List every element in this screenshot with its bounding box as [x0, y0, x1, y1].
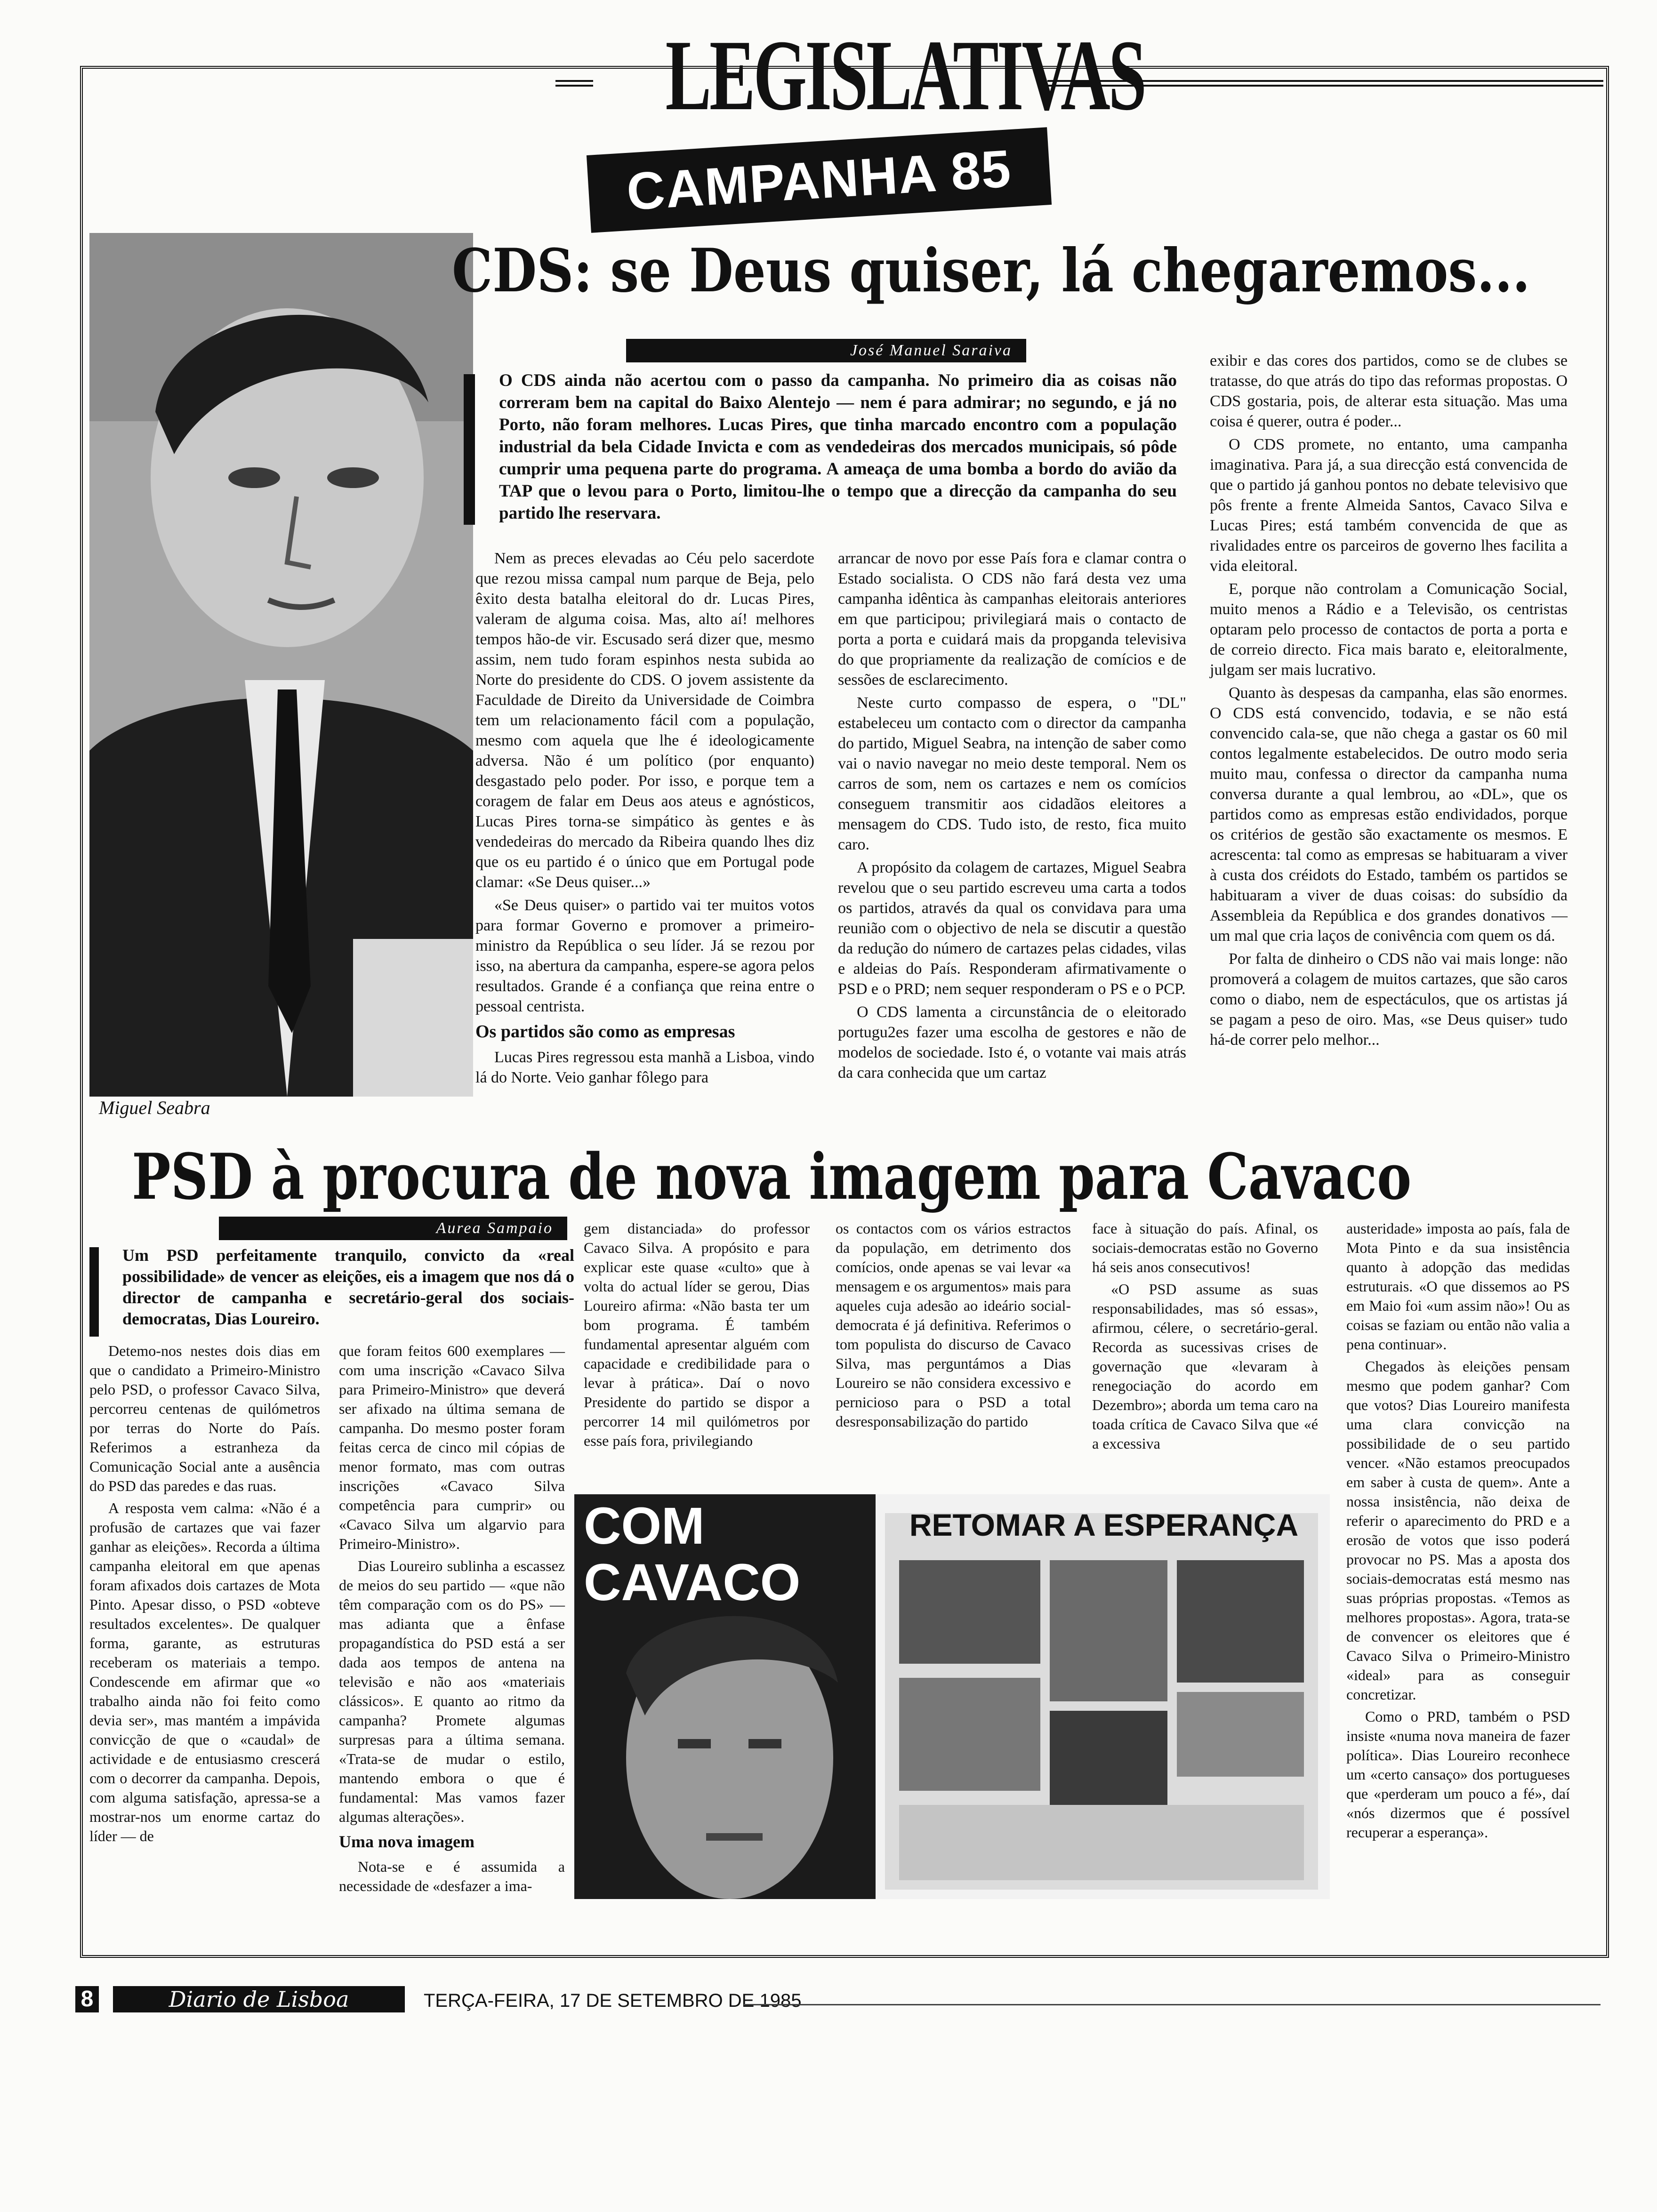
- paragraph: «Se Deus quiser» o partido vai ter muitos votos para formar Governo e promover a primeiro-ministro da República o seu líder. Já se rezou por isso, na abertura da campanha, espere-se agora pelos resultados. Grande é a confiança que reina entre o pessoal centrista.: [475, 897, 814, 1015]
- paragraph: A resposta vem calma: «Não é a profusão de cartazes que vai fazer ganhar as eleições». Recorda a última campanha eleitoral em que apenas foram afixados dois cartazes de Mota Pinto. Apesar disso, o PSD «obteve resultados excelentes». De qualquer forma, garante, as estruturas receberam os materiais a tempo. Condescende em afirmar que «o trabalho ainda não foi feito como devia ser», mas mantém a impávida convicção de que o «caudal» de actividade e de entusiasmo crescerá com o decorrer da campanha. Depois, com alguma satisfação, apressa-se a mostrar-nos um enorme cartaz do líder — de: [89, 1499, 320, 1844]
- article2-column-4: [836, 1219, 1071, 1434]
- article2-lead: Um PSD perfeitamente tranquilo, convicto da «real possibilidade» de vencer as eleições, eis a imagem que nos dá o director de campanha e secretário-geral dos sociais-democratas, Dias Loureiro.: [122, 1246, 574, 1328]
- article2-byline: Aurea Sampaio: [219, 1217, 567, 1240]
- paragraph: arrancar de novo por esse País fora e clamar contra o Estado socialista. O CDS não fará desta vez uma campanha idêntica às campanhas eleitorais anteriores em que participou; privilegiará mais o contacto de porta a porta e cuidará mais da propganda televisiva do que propriamente da realização de comícios e de sessões de esclarecimento.: [838, 550, 1186, 689]
- photo-caption: Miguel Seabra: [99, 1097, 210, 1118]
- paragraph: «O PSD assume as suas responsabilidades, mas só essas», afirmou, célere, o secretário-geral. Recorda as sucessivas crises de governação que «levaram à renegociação do acordo em Dezembro»; aborda um tema caro na toada crítica de Cavaco Silva que «é a excessiva: [1092, 1281, 1318, 1452]
- poster-left-slogan: COM CAVACO: [584, 1497, 801, 1611]
- paragraph: Nem as preces elevadas ao Céu pelo sacerdote que rezou missa campal num parque de Beja, pelo êxito desta batalha eleitoral do dr. Lucas Pires, valeram de alguma coisa. Mas, alto aí! melhores tempos hão-de vir. Escusado será dizer que, mesmo assim, nem tudo foram espinhos nesta subida ao Norte do presidente do CDS. O jovem assistente da Faculdade de Direito da Universidade de Coimbra tem um relacionamento fácil com a população, mesmo com aquela que lhe é ideologicamente adversa. Não é um político (por enquanto) desgastado pelo poder. Por isso, e porque tem a coragem de falar em Deus aos ateus e agnósticos, Lucas Pires torna-se simpático às gentes e às vendedeiras do mercado da Ribeira quando lhes diz que os eu partido é o único que em Portugal pode clamar: «Se Deus quiser...»: [475, 550, 814, 891]
- subhead: Uma nova imagem: [339, 1832, 475, 1851]
- paragraph: O CDS promete, no entanto, uma campanha imaginativa. Para já, a sua direcção está convencida de que o partido já ganhou pontos no debate televisivo que pôs frente a frente Almeida Santos, Cavaco Silva e Lucas Pires; está também convencida de que as rivalidades entre os parceiros de governo lhes facilita a vida eleitoral.: [1210, 436, 1568, 575]
- article2-headline: PSD à procura de nova imagem para Cavaco: [132, 1139, 1412, 1214]
- paragraph: Lucas Pires regressou esta manhã a Lisboa, vindo lá do Norte. Veio ganhar fôlego para: [475, 1049, 814, 1086]
- article1-byline: José Manuel Saraiva: [626, 339, 1026, 362]
- campaign-poster-photo: [574, 1494, 1330, 1899]
- paragraph: Quanto às despesas da campanha, elas são enormes. O CDS está convencido, todavia, e se não está convencido cala-se, que não chega a gastar os 60 mil contos legalmente estabelecidos. De outro modo seria muito mau, confessa o director da campanha numa conversa durante a qual lembrou, ao «DL», que os partidos como as empresas estão endividados, porque os critérios de gestão são exactamente os mesmos. E acrescenta: tal como as empresas se habituaram a viver à custa dos créidots do Estado, também os partidos se habituaram a viver de duas coisas: do subsídio da Assembleia da República e dos grandes donativos — um mal que cria laços de conivência com quem os dá.: [1210, 684, 1568, 945]
- article2-column-6: [1346, 1219, 1570, 1845]
- paragraph: Por falta de dinheiro o CDS não vai mais longe: não promoverá a colagem de muitos cartazes, que são caros como o diabo, nem de espectáculos, que os artistas já se pagam a peso de oiro. Mas, «se Deus quiser» tudo há-de correr pelo melhor...: [1210, 950, 1568, 1049]
- article1-column-1: [475, 548, 814, 1090]
- portrait-illustration: [89, 233, 473, 1097]
- article1-headline: CDS: se Deus quiser, lá chegaremos...: [452, 236, 1530, 305]
- paragraph: Nota-se e é assumida a necessidade de «desfazer a ima-: [339, 1858, 565, 1894]
- paragraph: face à situação do país. Afinal, os sociais-democratas estão no Governo há seis anos consecutivos!: [1092, 1220, 1318, 1275]
- publication-date: TERÇA-FEIRA, 17 DE SETEMBRO DE 1985: [424, 1990, 802, 2011]
- article2-column-5: [1092, 1219, 1318, 1456]
- article1-column-2: [838, 548, 1186, 1086]
- article2-column-2: [339, 1341, 565, 1899]
- paragraph: Neste curto compasso de espera, o "DL" estabeleceu um contacto com o director da campanha do partido, Miguel Seabra, na intenção de saber como vai o navio navegar no meio deste temporal. Nem os carros de som, nem os cartazes e nem os comícios conseguem transmitir aos cidadãos eleitores a mensagem do CDS. Tudo isto, de resto, fica muito caro.: [838, 694, 1186, 853]
- newspaper-masthead: Diario de Lisboa: [113, 1986, 405, 2012]
- paragraph: Chegados às eleições pensam mesmo que podem ganhar? Com que votos? Dias Loureiro manifesta uma clara convicção na possibilidade de o seu partido vencer. «Não estamos preocupados em saber à custa de quem». Ante a nossa insistência, não deixa de referir o aparecimento do PRD e a erosão de votos que isso poderá provocar no PS. Mas a aposta dos sociais-democratas está mesmo nas suas próprias propostas. «Temos as melhores propostas». Agora, trata-se de convencer os eleitores que é Cavaco Silva o Primeiro-Ministro «ideal» para as conseguir concretizar.: [1346, 1358, 1570, 1703]
- section-title: LEGISLATIVAS: [665, 19, 1145, 131]
- paragraph: os contactos com os vários estractos da população, em detrimento dos comícios, onde apenas se vai levar «a mensagem e os argumentos» mais para aqueles cuja adesão ao ideário social-democrata é já definitiva. Referimos o tom populista do discurso de Cavaco Silva, mas perguntámos a Dias Loureiro se não considera excessivo e pernicioso para o PSD a total desresponsabilização do partido: [836, 1220, 1071, 1430]
- paragraph: que foram feitos 600 exemplares — com uma inscrição «Cavaco Silva para Primeiro-Ministro» que deverá ser afixado na última semana de campanha. Do mesmo poster foram feitas cerca de cinco mil cópias de menor formato, mas com outras inscrições «Cavaco Silva competência para cumprir» ou «Cavaco Silva um algarvio para Primeiro-Ministro».: [339, 1342, 565, 1552]
- lead2-accent-bar: [89, 1247, 99, 1337]
- article2-column-1: [89, 1341, 320, 1849]
- footer-rule: [744, 2004, 1601, 2005]
- paragraph: O CDS lamenta a circunstância de o eleitorado portugu2es fazer uma escolha de gestores e não de modelos de sociedade. Isto é, o votante vai mais atrás da cara conhecida que um cartaz: [838, 1003, 1186, 1082]
- article1-lead: O CDS ainda não acertou com o passo da campanha. No primeiro dia as coisas não correram bem na capital do Baixo Alentejo — nem é para admirar; no segundo, e já no Porto, não foram melhores. Lucas Pires, que tinha marcado encontro com a população industrial da bela Cidade Invicta e com as vendedeiras dos mercados municipais, só pôde cumprir uma pequena parte do programa. A ameaça de uma bomba a bordo do avião da TAP que o levou para o Porto, limitou-lhe o tempo que a direcção da campanha do seu partido lhe reservara.: [499, 371, 1177, 523]
- poster-right-slogan: RETOMAR A ESPERANÇA: [909, 1507, 1299, 1542]
- page-number: 8: [75, 1986, 99, 2012]
- header-rule-left: [555, 80, 593, 87]
- paragraph: E, porque não controlam a Comunicação Social, muito menos a Rádio e a Televisão, os centristas optaram pelo processo de contactos de porta a porta e de correio directo. Fica mais barato e, eleitoralmente, julgam ser mais lucrativo.: [1210, 580, 1568, 679]
- paragraph: Detemo-nos nestes dois dias em que o candidato a Primeiro-Ministro pelo PSD, o professor Cavaco Silva, percorreu centenas de quilómetros por terras do Norte do País. Referimos a estranheza da Comunicação Social ante a ausência do PSD das paredes e das ruas.: [89, 1342, 320, 1494]
- lead-accent-bar: [464, 374, 475, 525]
- paragraph: A propósito da colagem de cartazes, Miguel Seabra revelou que o seu partido escreveu uma carta a todos os partidos, através da qual os convidava para uma reunião com o objectivo de nela se discutir a questão da redução do número de cartazes pelas cidades, vilas e aldeias do País. Responderam afirmativamente o PSD e o PRD; nem sequer responderam o PS e o PCP.: [838, 859, 1186, 998]
- photo-miguel-seabra: [89, 233, 473, 1097]
- paragraph: Dias Loureiro sublinha a escassez de meios do seu partido — «que não têm comparação com os do PS» — mas adianta que a ênfase propagandística do PSD está a ser dada aos tempos de antena na televisão e não aos «materiais clássicos». E quanto ao ritmo da campanha? Promete algumas surpresas para a última semana. «Trata-se de mudar o estilo, mantendo embora o que é fundamental: Mas vamos fazer algumas alterações».: [339, 1557, 565, 1825]
- subhead: Os partidos são como as empresas: [475, 1022, 735, 1042]
- section-subtitle: CAMPANHA 85: [625, 139, 1014, 221]
- paragraph: gem distanciada» do professor Cavaco Silva. A propósito e para explicar este quase «culto» que à volta do actual líder se gerou, Dias Loureiro afirma: «Não basta ter um bom programa. É também fundamental apresentar alguém com capacidade e credibilidade para o levar à prática». Daí o novo Presidente do partido se dispor a percorrer 14 mil quilómetros por esse país fora, privilegiando: [584, 1220, 810, 1449]
- paragraph: austeridade» imposta ao país, fala de Mota Pinto e da sua insistência quanto à adopção das medidas estruturais. «O que dissemos ao PS em Maio foi «um assim não»! Ou as coisas se faziam ou então não valia a pena continuar».: [1346, 1220, 1570, 1353]
- article1-column-3: [1210, 351, 1568, 1053]
- article2-column-3: [584, 1219, 810, 1453]
- paragraph: exibir e das cores dos partidos, como se de clubes se tratasse, do que atrás do tipo das reformas propostas. O CDS gostaria, pois, de alterar esta situação. Mas uma coisa é querer, outra é poder...: [1210, 352, 1568, 430]
- paragraph: Como o PRD, também o PSD insiste «numa nova maneira de fazer política». Dias Loureiro reconhece um «certo cansaço» dos portugueses que «perderam um pouco a fé», daí «nós dizermos que é possível recuperar a esperança».: [1346, 1708, 1570, 1841]
